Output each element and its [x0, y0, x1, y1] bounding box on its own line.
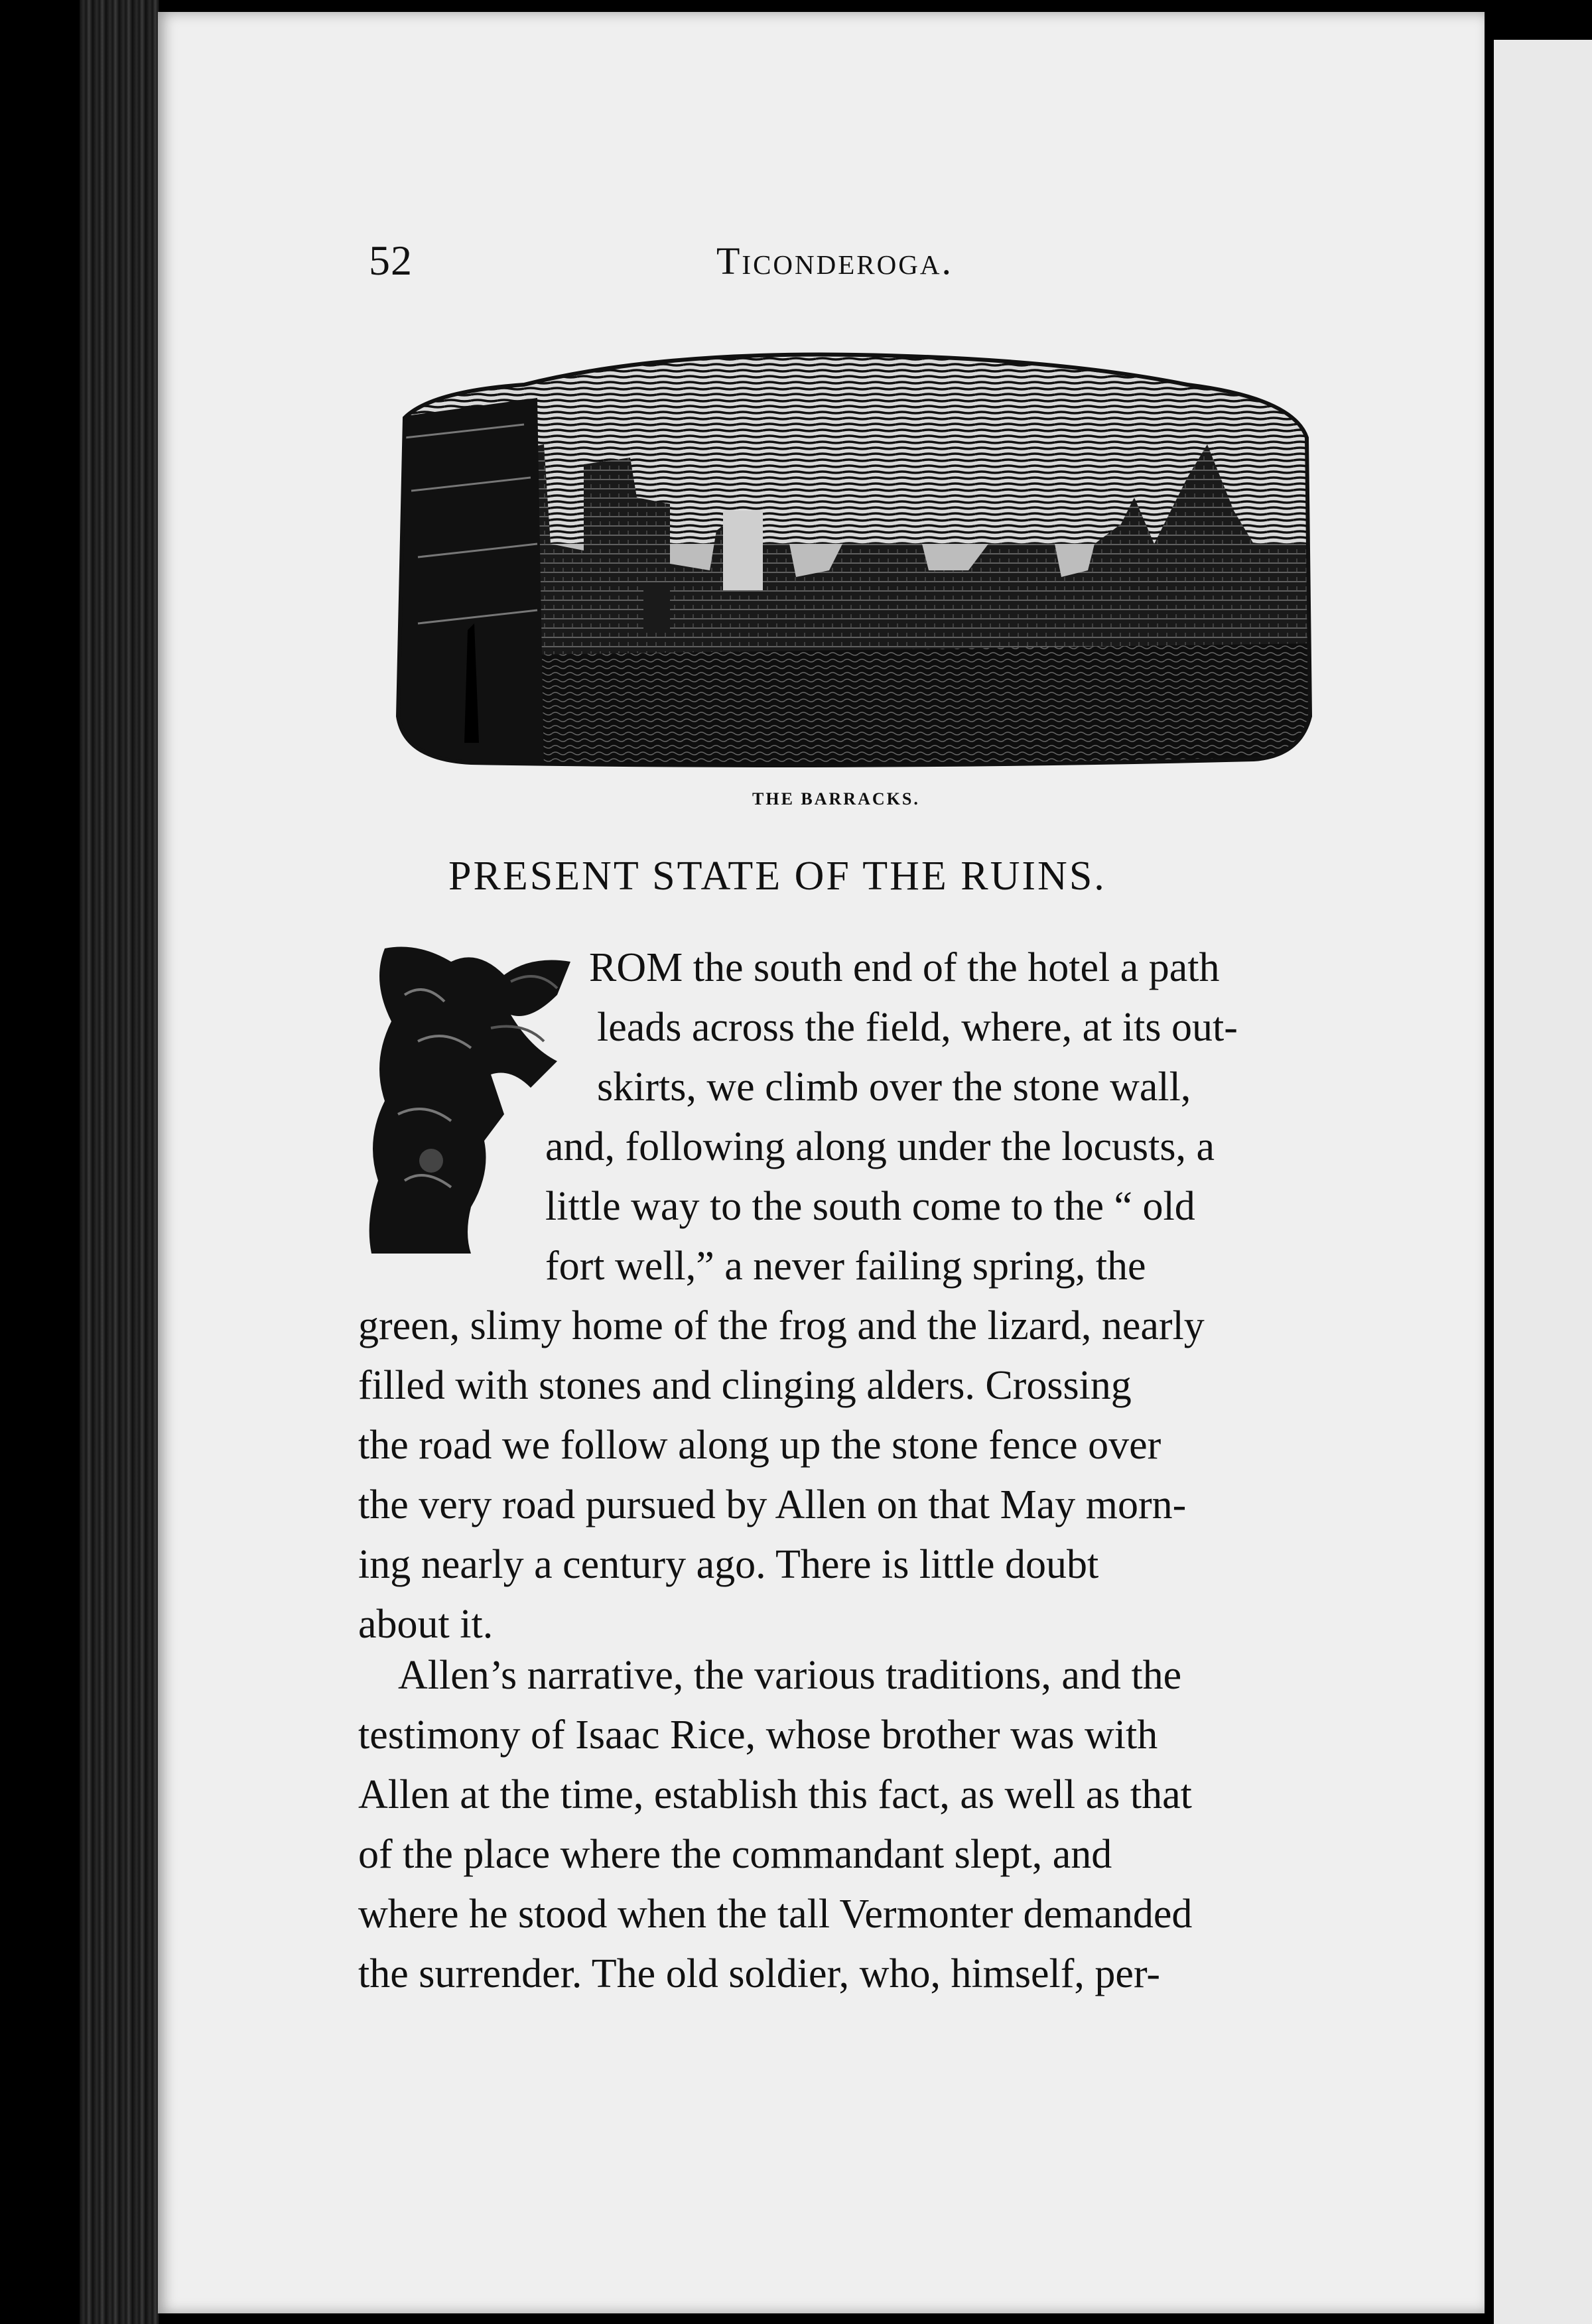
body-line: about it.	[358, 1602, 494, 1647]
book-page-edges	[80, 0, 159, 2324]
facing-page-edge	[1494, 40, 1592, 2324]
body-line: skirts, we climb over the stone wall,	[597, 1065, 1191, 1110]
running-title: Ticonderoga.	[716, 239, 953, 283]
barracks-engraving	[391, 345, 1313, 769]
body-line: ing nearly a century ago. There is little doubt	[358, 1542, 1099, 1587]
section-heading: PRESENT STATE OF THE RUINS.	[448, 854, 1106, 899]
gutter-shadow	[1485, 0, 1494, 2324]
body-line: filled with stones and clinging alders. Crossing	[358, 1363, 1132, 1408]
body-line: the surrender. The old soldier, who, himself, per-	[358, 1951, 1160, 1996]
body-line: the road we follow along up the stone fence over	[358, 1423, 1161, 1468]
illustration-caption: THE BARRACKS.	[752, 789, 920, 808]
body-line: of the place where the commandant slept, and	[358, 1832, 1112, 1877]
body-line: little way to the south come to the “ old	[545, 1184, 1195, 1229]
body-line: green, slimy home of the frog and the lizard, nearly	[358, 1303, 1205, 1348]
body-line: testimony of Isaac Rice, whose brother was with	[358, 1712, 1158, 1758]
ornamental-drop-cap-f	[358, 942, 577, 1260]
page-number: 52	[369, 237, 413, 284]
body-line: Allen’s narrative, the various traditions, and the	[398, 1653, 1182, 1698]
body-line: the very road pursued by Allen on that May morn-	[358, 1482, 1187, 1527]
body-line: ROM the south end of the hotel a path	[589, 945, 1220, 990]
body-line: leads across the field, where, at its out-	[597, 1005, 1238, 1050]
body-line: and, following along under the locusts, a	[545, 1124, 1215, 1169]
body-line: where he stood when the tall Vermonter demanded	[358, 1892, 1193, 1937]
body-line: Allen at the time, establish this fact, as well as that	[358, 1772, 1192, 1817]
body-line: fort well,” a never failing spring, the	[545, 1244, 1146, 1289]
